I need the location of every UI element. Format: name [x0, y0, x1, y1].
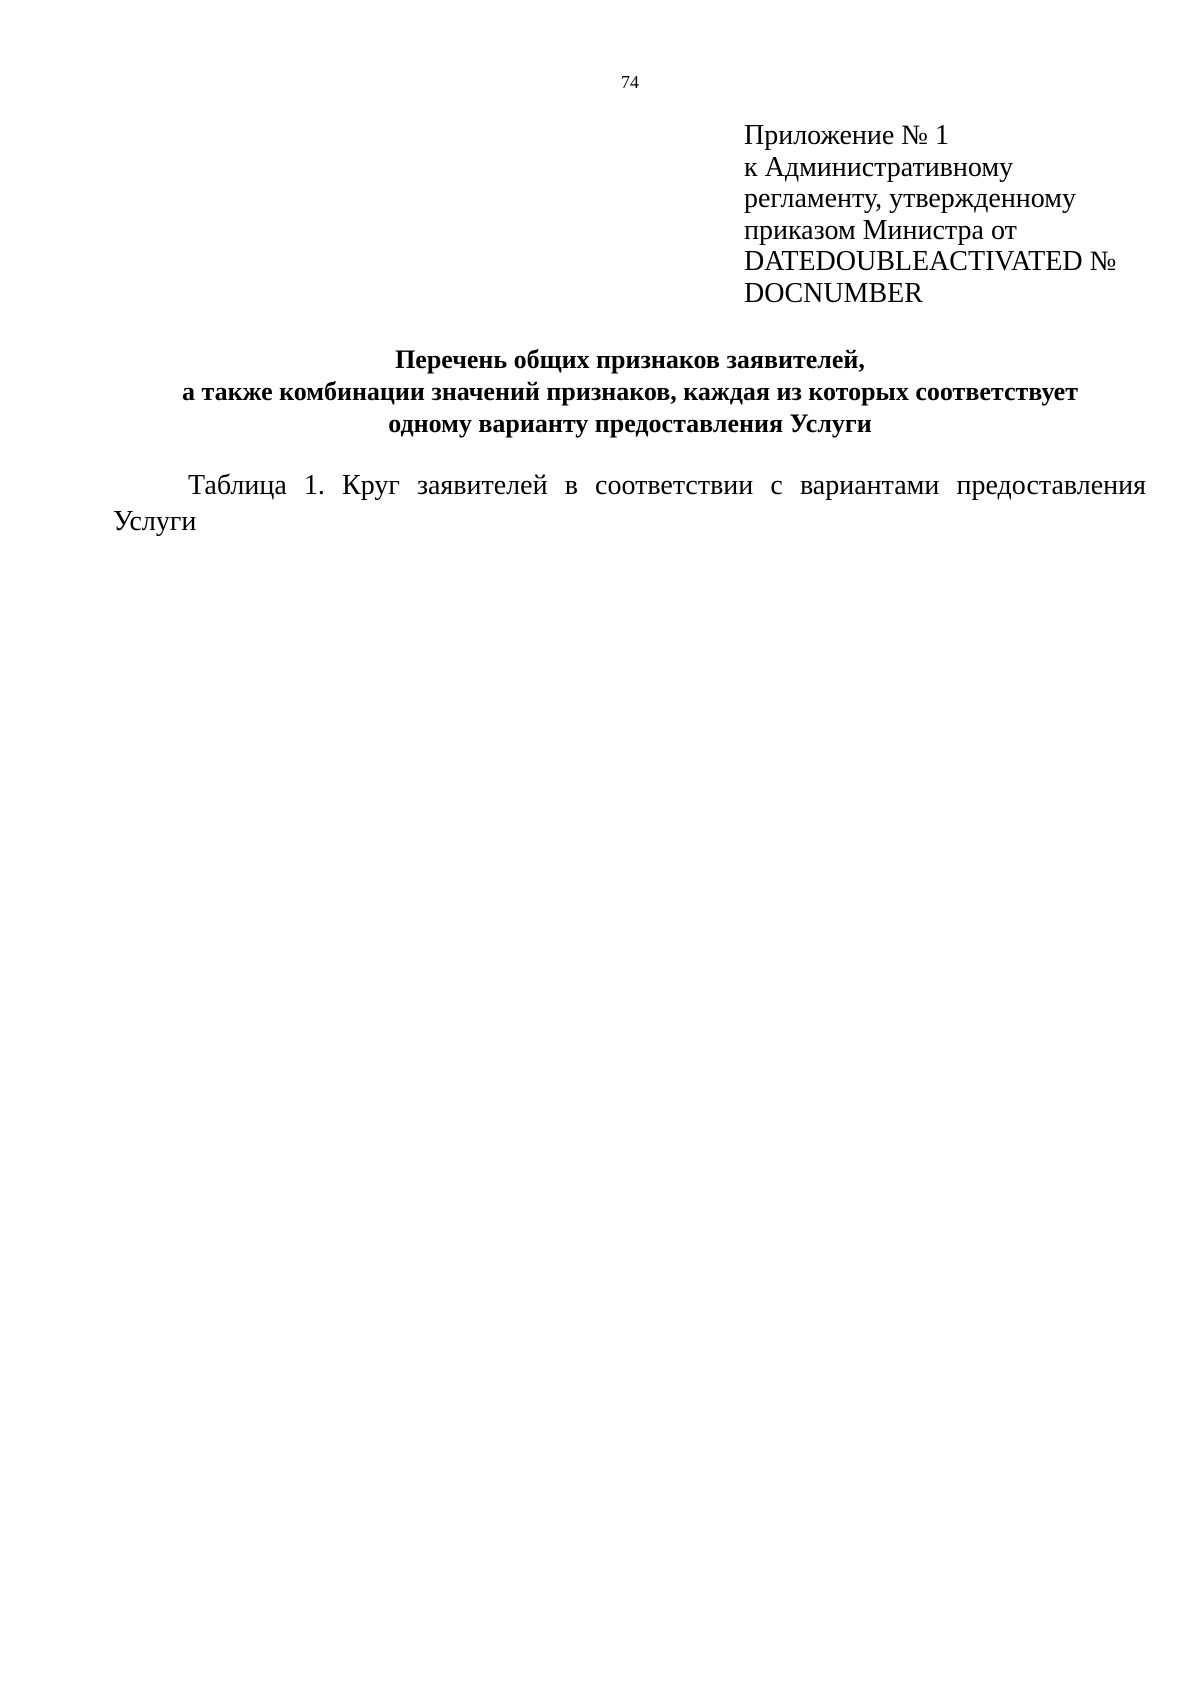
table-caption-line: Услуги [113, 506, 197, 537]
appendix-line: Приложение № 1 [744, 120, 949, 151]
heading-line: а также комбинации значений признаков, каждая из которых соответствует [182, 377, 1078, 406]
table-caption-line: Таблица 1. Круг заявителей в соответствии с вариантами предоставления [188, 470, 1146, 501]
heading-line: Перечень общих признаков заявителей, [395, 345, 865, 374]
table-caption [113, 468, 1146, 540]
heading-line: одному варианту предоставления Услуги [388, 409, 872, 438]
appendix-line: DATEDOUBLEACTIVATED № [744, 246, 1117, 277]
appendix-line: к Административному [744, 151, 1014, 183]
appendix-reference [744, 120, 1164, 309]
appendix-line: приказом Министра от [744, 214, 1017, 246]
document-heading [110, 344, 1150, 440]
appendix-line: DOCNUMBER [744, 277, 923, 309]
appendix-line: регламенту, утвержденному [744, 183, 1076, 214]
page-number: 74 [621, 72, 639, 92]
